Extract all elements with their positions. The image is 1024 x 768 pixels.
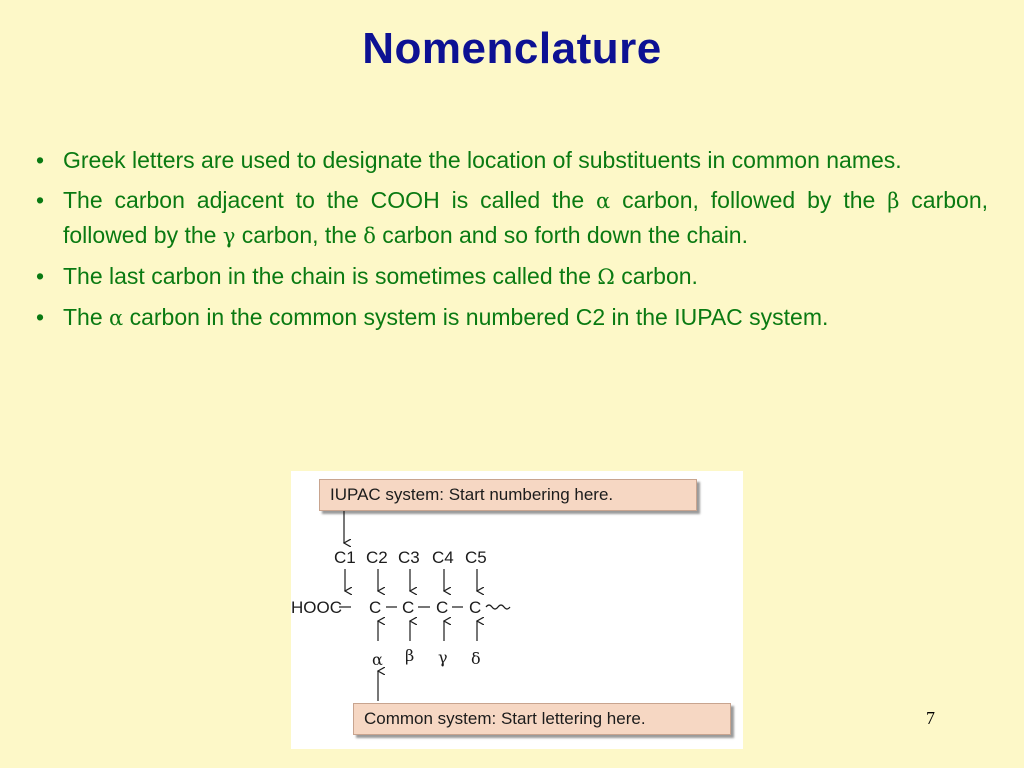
greek-label-delta: δ [471,649,481,668]
bullet-text: carbon, the [235,222,364,248]
greek-label-alpha: α [372,650,383,669]
iupac-callout: IUPAC system: Start numbering here. [319,479,697,511]
omega-symbol: Ω [597,265,615,289]
carbon-number-label: C5 [465,548,487,567]
common-callout: Common system: Start lettering here. [353,703,731,735]
carbon-number-label: C2 [366,548,388,567]
chain-start-label: HOOC [291,598,342,617]
gamma-symbol: γ [222,224,236,248]
bullet-item-omega-carbon [36,259,988,294]
nomenclature-diagram [291,471,743,749]
carbon-number-label: C3 [398,548,420,567]
bullet-text: The [63,304,110,330]
alpha-symbol: α [596,189,611,213]
bullet-item-greek-letters [36,143,988,177]
bullet-text: carbon and so forth down the chain. [375,222,748,248]
carbon-number-label: C1 [334,548,356,567]
bullet-text: Greek letters are used to designate the location of substituents in common names. [63,147,902,173]
bullet-text: carbon. [614,263,698,289]
slide-title: Nomenclature [362,24,662,73]
bullet-text: The last carbon in the chain is sometimes called the [63,263,598,289]
chain-carbon: C [369,598,382,617]
chain-carbon: C [402,598,415,617]
bullet-text: carbon, followed by the [63,187,988,248]
bullet-list [36,143,988,341]
chain-carbon: C [469,598,482,617]
bullet-item-adjacent-carbon [36,183,988,253]
greek-label-gamma: γ [438,648,448,667]
bullet-text: carbon, followed by the [610,187,888,213]
bullet-text: The carbon adjacent to the COOH is called the [63,187,597,213]
bullet-item-alpha-c2 [36,300,988,335]
chain-carbon: C [436,598,449,617]
bullet-text: carbon in the common system is numbered C2 in the IUPAC system. [123,304,829,330]
beta-symbol: β [887,189,900,213]
greek-label-beta: β [405,646,415,665]
chain-continuation-wave [486,605,510,609]
page-number: 7 [926,708,935,728]
alpha-symbol: α [109,306,124,330]
carbon-number-label: C4 [432,548,454,567]
delta-symbol: δ [363,224,376,248]
